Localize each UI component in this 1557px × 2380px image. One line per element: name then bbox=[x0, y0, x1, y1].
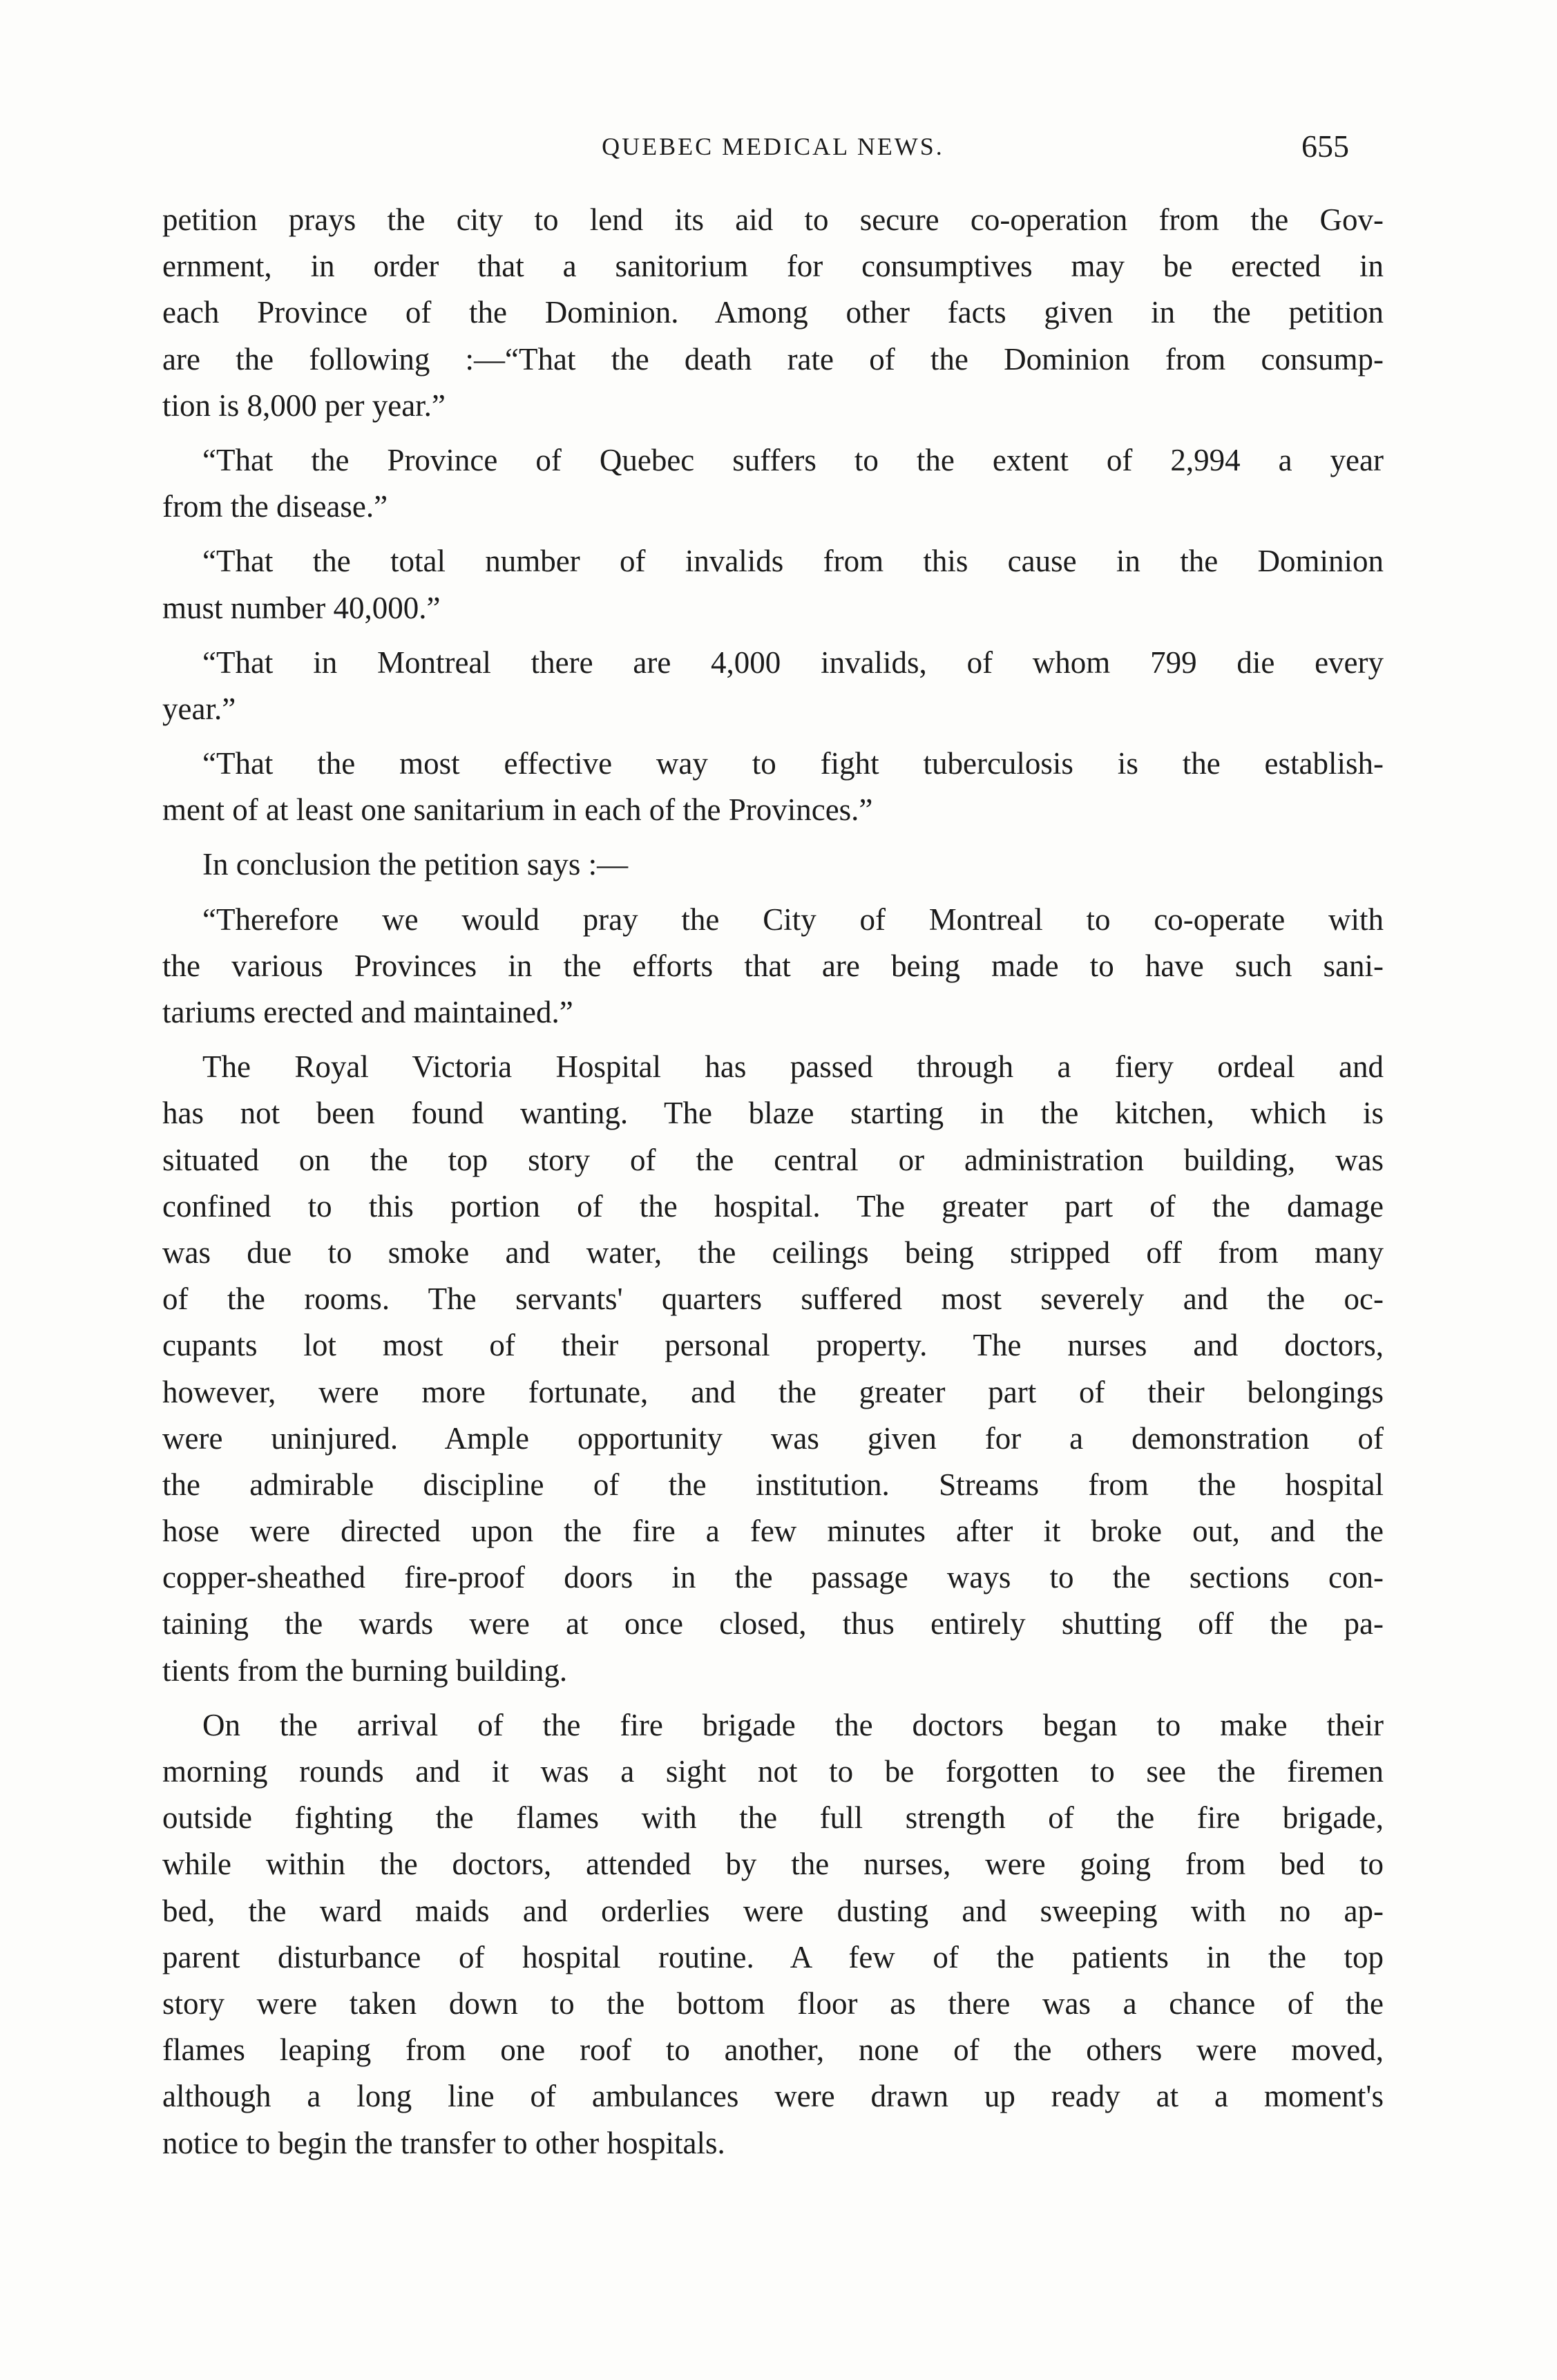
text-line: were uninjured. Ample opportunity was given for a demonstration of bbox=[162, 1420, 1384, 1456]
running-head bbox=[162, 126, 1384, 167]
paragraph bbox=[162, 741, 1384, 833]
text-line: are the following :—“That the death rate of the Dominion from consump- bbox=[162, 341, 1384, 377]
text-line: the admirable discipline of the institution. Streams from the hospital bbox=[162, 1467, 1384, 1502]
text-line: has not been found wanting. The blaze starting in the kitchen, which is bbox=[162, 1096, 1384, 1131]
paragraph bbox=[162, 897, 1384, 1036]
text-line: cupants lot most of their personal property. The nurses and doctors, bbox=[162, 1328, 1384, 1363]
text-line: parent disturbance of hospital routine. A few of the patients in the top bbox=[162, 1939, 1384, 1974]
text-line: tients from the burning building. bbox=[162, 1653, 568, 1688]
paragraph bbox=[162, 640, 1384, 732]
paragraph bbox=[162, 1044, 1384, 1694]
page-number: 655 bbox=[1301, 128, 1349, 164]
text-line: petition prays the city to lend its aid to secure co-operation from the Gov- bbox=[162, 202, 1384, 237]
text-line: from the disease.” bbox=[162, 489, 388, 524]
text-line: confined to this portion of the hospital. The greater part of the damage bbox=[162, 1188, 1384, 1224]
text-line: must number 40,000.” bbox=[162, 590, 441, 625]
text-line: “That the total number of invalids from this cause in the Dominion bbox=[202, 544, 1384, 579]
text-line: ernment, in order that a sanitorium for consumptives may be erected in bbox=[162, 249, 1384, 284]
paragraph bbox=[162, 437, 1384, 530]
text-line: hose were directed upon the fire a few minutes after it broke out, and the bbox=[162, 1514, 1384, 1549]
text-line: bed, the ward maids and orderlies were dusting and sweeping with no ap- bbox=[162, 1893, 1384, 1928]
text-line: “That in Montreal there are 4,000 invalids, of whom 799 die every bbox=[202, 645, 1384, 680]
text-line: The Royal Victoria Hospital has passed through a fiery ordeal and bbox=[202, 1049, 1384, 1085]
body-text bbox=[162, 197, 1384, 2167]
text-line: ment of at least one sanitarium in each of the Provinces.” bbox=[162, 792, 873, 828]
text-line: “That the most effective way to fight tuberculosis is the establish- bbox=[202, 746, 1384, 781]
text-line: “Therefore we would pray the City of Montreal to co-operate with bbox=[202, 902, 1384, 937]
text-line: while within the doctors, attended by the nurses, were going from bed to bbox=[162, 1847, 1384, 1882]
text-line: tariums erected and maintained.” bbox=[162, 995, 573, 1029]
text-line: morning rounds and it was a sight not to be forgotten to see the firemen bbox=[162, 1754, 1384, 1789]
text-line: copper-sheathed fire-proof doors in the passage ways to the sections con- bbox=[162, 1560, 1384, 1595]
text-line: story were taken down to the bottom floor as there was a chance of the bbox=[162, 1986, 1384, 2021]
paragraph bbox=[162, 197, 1384, 429]
paragraph bbox=[162, 1702, 1384, 2167]
text-line: year.” bbox=[162, 691, 236, 726]
text-line: each Province of the Dominion. Among other facts given in the petition bbox=[162, 295, 1384, 330]
journal-title: QUEBEC MEDICAL NEWS. bbox=[602, 133, 944, 160]
text-line: was due to smoke and water, the ceilings being stripped off from many bbox=[162, 1235, 1384, 1270]
text-line: although a long line of ambulances were drawn up ready at a moment's bbox=[162, 2079, 1384, 2114]
paragraph bbox=[162, 538, 1384, 631]
paragraph bbox=[162, 841, 1384, 888]
text-line: “That the Province of Quebec suffers to the extent of 2,994 a year bbox=[202, 442, 1384, 477]
text-line: outside fighting the flames with the full strength of the fire brigade, bbox=[162, 1800, 1384, 1836]
text-line: On the arrival of the fire brigade the doctors began to make their bbox=[202, 1707, 1384, 1742]
text-line: however, were more fortunate, and the greater part of their belongings bbox=[162, 1374, 1384, 1409]
text-line: In conclusion the petition says :— bbox=[202, 847, 629, 882]
text-line: of the rooms. The servants' quarters suffered most severely and the oc- bbox=[162, 1282, 1384, 1317]
text-line: tion is 8,000 per year.” bbox=[162, 388, 446, 423]
text-line: notice to begin the transfer to other hospitals. bbox=[162, 2125, 725, 2160]
text-line: taining the wards were at once closed, thus entirely shutting off the pa- bbox=[162, 1606, 1384, 1641]
text-line: the various Provinces in the efforts that are being made to have such sani- bbox=[162, 948, 1384, 983]
text-line: situated on the top story of the central or administration building, was bbox=[162, 1142, 1384, 1177]
text-line: flames leaping from one roof to another, none of the others were moved, bbox=[162, 2032, 1384, 2068]
